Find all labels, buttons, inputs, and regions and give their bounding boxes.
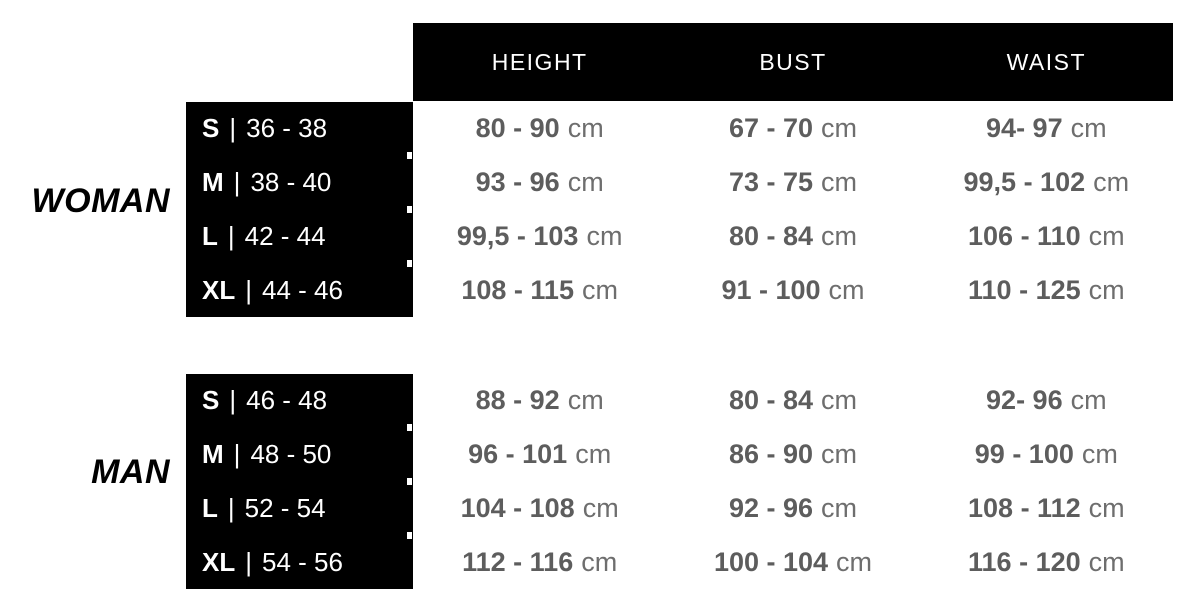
measurement-unit: cm bbox=[586, 220, 623, 251]
row-divider-notch bbox=[407, 424, 412, 431]
section-label-woman: WOMAN bbox=[31, 182, 170, 220]
table-header bbox=[413, 23, 1173, 101]
cell-man-m-height bbox=[413, 428, 666, 482]
cell-man-xl-height bbox=[413, 535, 666, 589]
size-row-woman-m bbox=[186, 156, 413, 210]
measurement-value: 99,5 - 103 bbox=[456, 220, 579, 251]
row-divider-notch bbox=[407, 478, 412, 485]
measurement-value: 108 - 112 bbox=[968, 492, 1081, 523]
measurement-unit: cm bbox=[567, 385, 604, 416]
cell-woman-m-bust bbox=[666, 156, 919, 210]
size-letter: XL bbox=[202, 546, 236, 577]
size-letter: S bbox=[202, 385, 220, 416]
column-header-waist bbox=[920, 23, 1173, 101]
cell-woman-s-bust bbox=[666, 102, 919, 156]
cell-man-m-bust bbox=[666, 428, 919, 482]
man-measurements bbox=[413, 374, 1173, 589]
measurement-unit: cm bbox=[821, 167, 858, 198]
measurement-unit: cm bbox=[1088, 492, 1125, 523]
size-row-man-xl bbox=[186, 535, 413, 589]
size-range: 44 - 46 bbox=[262, 274, 343, 305]
size-separator: | bbox=[245, 546, 252, 577]
measurement-value: 99 - 100 bbox=[974, 439, 1074, 470]
cell-woman-xl-waist bbox=[920, 263, 1173, 317]
measurement-value: 88 - 92 bbox=[475, 385, 560, 416]
size-range: 42 - 44 bbox=[244, 220, 326, 251]
measurement-value: 92- 96 bbox=[986, 385, 1063, 416]
measurement-value: 110 - 125 bbox=[968, 274, 1081, 305]
column-header-bust-label: BUST bbox=[759, 48, 827, 75]
measurement-value: 100 - 104 bbox=[713, 546, 829, 577]
measurement-value: 92 - 96 bbox=[728, 492, 814, 523]
column-header-waist-label: WAIST bbox=[1006, 48, 1087, 75]
size-separator: | bbox=[227, 220, 235, 251]
size-range: 48 - 50 bbox=[250, 439, 332, 470]
measurement-value: 94- 97 bbox=[986, 113, 1063, 144]
measurement-value: 108 - 115 bbox=[461, 274, 574, 305]
measurement-unit: cm bbox=[1081, 439, 1118, 470]
measurement-unit: cm bbox=[567, 167, 604, 198]
measurement-unit: cm bbox=[821, 439, 858, 470]
size-row-man-m bbox=[186, 428, 413, 482]
measurement-unit: cm bbox=[581, 546, 618, 577]
measurement-value: 104 - 108 bbox=[460, 492, 575, 523]
measurement-value: 86 - 90 bbox=[728, 439, 814, 470]
cell-woman-xl-bust bbox=[666, 263, 919, 317]
row-divider-notch bbox=[407, 206, 412, 213]
size-separator: | bbox=[233, 439, 241, 470]
measurement-value: 93 - 96 bbox=[475, 167, 560, 198]
measurement-value: 80 - 84 bbox=[728, 220, 814, 251]
cell-man-s-height bbox=[413, 374, 666, 428]
size-row-woman-s bbox=[186, 102, 413, 156]
size-range: 54 - 56 bbox=[262, 546, 343, 577]
size-row-man-s bbox=[186, 374, 413, 428]
cell-woman-m-waist bbox=[920, 156, 1173, 210]
row-divider-notch bbox=[407, 152, 412, 159]
size-letter: L bbox=[202, 220, 218, 251]
size-row-woman-l bbox=[186, 210, 413, 264]
measurement-unit: cm bbox=[1088, 546, 1125, 577]
section-label-man: MAN bbox=[91, 453, 170, 491]
size-range: 38 - 40 bbox=[250, 167, 332, 198]
measurement-value: 99,5 - 102 bbox=[963, 167, 1086, 198]
size-range: 46 - 48 bbox=[246, 385, 328, 416]
cell-man-s-bust bbox=[666, 374, 919, 428]
measurement-value: 67 - 70 bbox=[728, 113, 814, 144]
measurement-value: 80 - 90 bbox=[475, 113, 560, 144]
cell-man-l-height bbox=[413, 482, 666, 536]
size-letter: S bbox=[202, 113, 220, 144]
column-header-height-label: HEIGHT bbox=[491, 48, 588, 75]
man-size-column bbox=[186, 374, 413, 589]
cell-woman-xl-height bbox=[413, 263, 666, 317]
size-separator: | bbox=[227, 492, 235, 523]
woman-size-column bbox=[186, 102, 413, 317]
cell-man-xl-waist bbox=[920, 535, 1173, 589]
cell-man-s-waist bbox=[920, 374, 1173, 428]
measurement-value: 112 - 116 bbox=[462, 546, 574, 577]
measurement-value: 96 - 101 bbox=[468, 439, 568, 470]
size-separator: | bbox=[245, 274, 252, 305]
size-separator: | bbox=[229, 113, 237, 144]
cell-woman-s-waist bbox=[920, 102, 1173, 156]
measurement-value: 91 - 100 bbox=[721, 274, 821, 305]
measurement-unit: cm bbox=[581, 274, 618, 305]
size-separator: | bbox=[229, 385, 237, 416]
cell-man-l-waist bbox=[920, 482, 1173, 536]
size-letter: M bbox=[202, 439, 224, 470]
measurement-unit: cm bbox=[567, 113, 604, 144]
measurement-unit: cm bbox=[1088, 220, 1125, 251]
measurement-unit: cm bbox=[1070, 385, 1107, 416]
measurement-value: 73 - 75 bbox=[728, 167, 814, 198]
size-range: 52 - 54 bbox=[244, 492, 326, 523]
measurement-unit: cm bbox=[821, 385, 858, 416]
cell-man-xl-bust bbox=[666, 535, 919, 589]
measurement-unit: cm bbox=[1093, 167, 1130, 198]
measurement-value: 80 - 84 bbox=[728, 385, 814, 416]
column-header-bust bbox=[666, 23, 919, 101]
measurement-unit: cm bbox=[582, 492, 619, 523]
measurement-value: 116 - 120 bbox=[968, 546, 1081, 577]
measurement-value: 106 - 110 bbox=[968, 220, 1081, 251]
size-separator: | bbox=[233, 167, 241, 198]
measurement-unit: cm bbox=[1088, 274, 1125, 305]
size-letter: L bbox=[202, 492, 218, 523]
cell-woman-s-height bbox=[413, 102, 666, 156]
measurement-unit: cm bbox=[821, 113, 858, 144]
measurement-unit: cm bbox=[1070, 113, 1107, 144]
size-letter: XL bbox=[202, 274, 236, 305]
cell-woman-m-height bbox=[413, 156, 666, 210]
row-divider-notch bbox=[407, 260, 412, 267]
measurement-unit: cm bbox=[828, 274, 865, 305]
measurement-unit: cm bbox=[836, 546, 873, 577]
row-divider-notch bbox=[407, 532, 412, 539]
measurement-unit: cm bbox=[821, 492, 858, 523]
size-range: 36 - 38 bbox=[246, 113, 328, 144]
size-row-man-l bbox=[186, 482, 413, 536]
size-letter: M bbox=[202, 167, 224, 198]
cell-woman-l-bust bbox=[666, 210, 919, 264]
measurement-unit: cm bbox=[821, 220, 858, 251]
cell-man-m-waist bbox=[920, 428, 1173, 482]
size-row-woman-xl bbox=[186, 263, 413, 317]
measurement-unit: cm bbox=[575, 439, 612, 470]
column-header-height bbox=[413, 23, 666, 101]
cell-woman-l-waist bbox=[920, 210, 1173, 264]
woman-measurements bbox=[413, 102, 1173, 317]
cell-man-l-bust bbox=[666, 482, 919, 536]
cell-woman-l-height bbox=[413, 210, 666, 264]
